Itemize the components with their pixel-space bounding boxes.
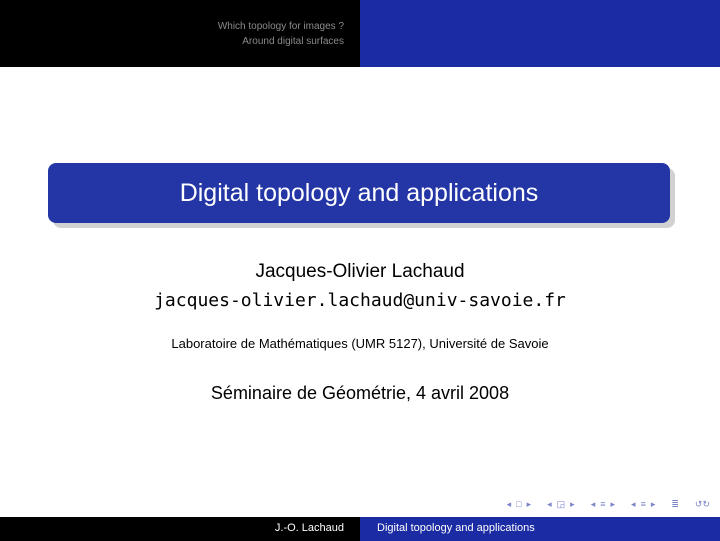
footer-left-panel <box>0 517 360 541</box>
footer-title: Digital topology and applications <box>377 522 535 534</box>
subsection-list-box-icon[interactable]: ≡ <box>640 499 646 509</box>
section-box-icon[interactable]: ≡ <box>600 499 606 509</box>
author-email: jacques-olivier.lachaud@univ-savoie.fr <box>154 290 566 311</box>
header-subsection-title[interactable]: Around digital surfaces <box>242 36 344 47</box>
event-date: Séminaire de Géométrie, 4 avril 2008 <box>210 383 510 403</box>
subsection-forward-icon[interactable]: ▸ <box>570 499 575 509</box>
header-section-title[interactable]: Which topology for images ? <box>217 21 344 32</box>
title-box <box>48 163 670 223</box>
navigation-bar <box>507 499 710 509</box>
subsection-back-icon[interactable]: ◂ <box>547 499 552 509</box>
footer-right-panel <box>360 517 720 541</box>
subsection-list-back-icon[interactable]: ◂ <box>631 499 636 509</box>
header-right-panel <box>360 0 720 67</box>
footer-author: J.-O. Lachaud <box>274 522 344 534</box>
align-icon[interactable]: ≣ <box>671 499 679 509</box>
header-breadcrumb <box>218 19 344 49</box>
search-icon[interactable]: ↺↻ <box>694 499 710 509</box>
header-left-panel <box>0 0 360 67</box>
subsection-list-forward-icon[interactable]: ▸ <box>650 499 656 509</box>
slide-title: Digital topology and applications <box>179 178 539 207</box>
institution: Laboratoire de Mathématiques (UMR 5127), Université de Savoie <box>171 336 549 351</box>
author-name: Jacques-Olivier Lachaud <box>255 261 465 282</box>
section-forward-icon[interactable]: ▸ <box>610 499 616 509</box>
frame-box-icon[interactable]: □ <box>516 499 522 509</box>
frame-forward-icon[interactable]: ▸ <box>526 499 532 509</box>
frame-back-icon[interactable]: ◂ <box>506 499 512 509</box>
subsection-box-icon[interactable]: ◲ <box>556 499 566 509</box>
section-back-icon[interactable]: ◂ <box>590 499 596 509</box>
